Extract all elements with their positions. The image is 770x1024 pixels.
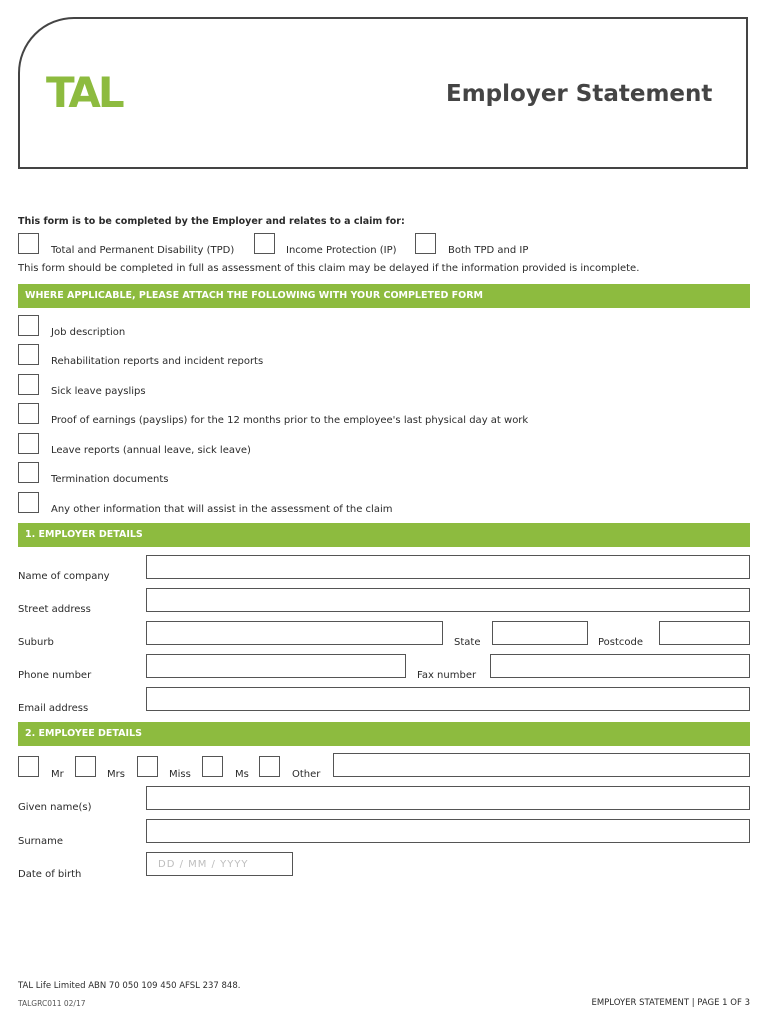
state-input[interactable]: [492, 621, 588, 645]
email-label: Email address: [18, 703, 89, 714]
attach-item-label: Termination documents: [51, 474, 169, 485]
attach-item-label: Any other information that will assist in the assessment of the claim: [51, 504, 393, 515]
dob-label: Date of birth: [18, 869, 82, 880]
dob-input[interactable]: [146, 852, 293, 876]
label-both: Both TPD and IP: [448, 245, 529, 256]
checkbox-attach-3[interactable]: [18, 374, 39, 395]
employee-heading: 2. EMPLOYEE DETAILS: [18, 722, 750, 746]
surname-label: Surname: [18, 836, 63, 847]
checkbox-tpd[interactable]: [18, 233, 39, 254]
state-label: State: [454, 637, 481, 648]
intro-lead: This form is to be completed by the Employer and relates to a claim for:: [18, 216, 405, 227]
dob-placeholder: DD / MM / YYYY: [158, 859, 249, 870]
suburb-label: Suburb: [18, 637, 54, 648]
title-miss-label: Miss: [169, 769, 191, 780]
checkbox-attach-5[interactable]: [18, 433, 39, 454]
postcode-input[interactable]: [659, 621, 750, 645]
checkbox-ip[interactable]: [254, 233, 275, 254]
attach-item-label: Job description: [51, 327, 126, 338]
given-name-label: Given name(s): [18, 802, 92, 813]
attach-item-label: Sick leave payslips: [51, 386, 146, 397]
email-input[interactable]: [146, 687, 750, 711]
attach-item-label: Proof of earnings (payslips) for the 12 months prior to the employee's last physical day at work: [51, 415, 529, 426]
checkbox-title-miss[interactable]: [137, 756, 158, 777]
title-other-label: Other: [292, 769, 321, 780]
street-label: Street address: [18, 604, 91, 615]
title-mr-label: Mr: [51, 769, 64, 780]
checkbox-title-mrs[interactable]: [75, 756, 96, 777]
checkbox-title-ms[interactable]: [202, 756, 223, 777]
checkbox-attach-6[interactable]: [18, 462, 39, 483]
checkbox-attach-2[interactable]: [18, 344, 39, 365]
attach-item-label: Leave reports (annual leave, sick leave): [51, 445, 251, 456]
intro-note: This form should be completed in full as assessment of this claim may be delayed if the information provided is incomplete.: [18, 263, 640, 274]
title-ms-label: Ms: [235, 769, 249, 780]
postcode-label: Postcode: [598, 637, 644, 648]
checkbox-attach-4[interactable]: [18, 403, 39, 424]
company-input[interactable]: [146, 555, 750, 579]
fax-label: Fax number: [417, 670, 477, 681]
company-label: Name of company: [18, 571, 110, 582]
title-mrs-label: Mrs: [107, 769, 125, 780]
checkbox-title-mr[interactable]: [18, 756, 39, 777]
checkbox-both[interactable]: [415, 233, 436, 254]
checkbox-attach-7[interactable]: [18, 492, 39, 513]
label-tpd: Total and Permanent Disability (TPD): [51, 245, 235, 256]
employer-heading: 1. EMPLOYER DETAILS: [18, 523, 750, 547]
checkbox-attach-1[interactable]: [18, 315, 39, 336]
attach-item-label: Rehabilitation reports and incident reports: [51, 356, 264, 367]
checkbox-title-other[interactable]: [259, 756, 280, 777]
attachments-heading: WHERE APPLICABLE, PLEASE ATTACH THE FOLLOWING WITH YOUR COMPLETED FORM: [18, 284, 750, 308]
tal-logo: TAL: [46, 68, 122, 117]
footer-page-info: EMPLOYER STATEMENT | PAGE 1 OF 3: [591, 998, 750, 1008]
given-name-input[interactable]: [146, 786, 750, 810]
footer-company: TAL Life Limited ABN 70 050 109 450 AFSL 237 848.: [18, 981, 241, 991]
title-other-input[interactable]: [333, 753, 750, 777]
street-input[interactable]: [146, 588, 750, 612]
page-title: Employer Statement: [446, 81, 713, 107]
label-ip: Income Protection (IP): [286, 245, 397, 256]
phone-label: Phone number: [18, 670, 92, 681]
fax-input[interactable]: [490, 654, 750, 678]
suburb-input[interactable]: [146, 621, 443, 645]
surname-input[interactable]: [146, 819, 750, 843]
phone-input[interactable]: [146, 654, 406, 678]
footer-form-code: TALGRC011 02/17: [18, 999, 86, 1008]
